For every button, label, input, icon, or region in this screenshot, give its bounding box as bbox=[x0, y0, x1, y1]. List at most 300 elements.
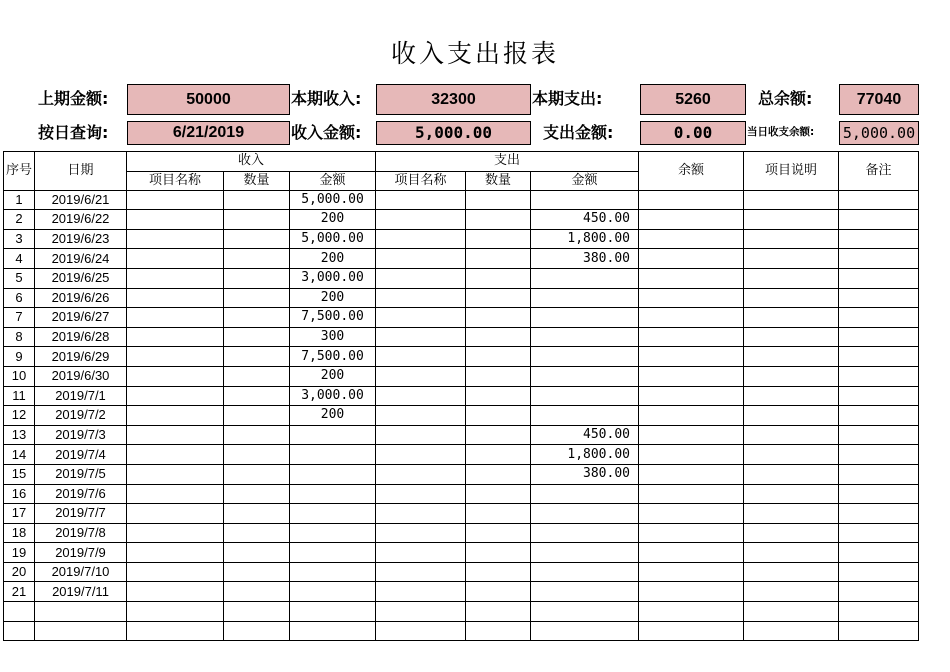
table-row bbox=[4, 484, 919, 504]
cell-expense-quantity[interactable] bbox=[466, 582, 531, 602]
cell-expense-amount[interactable] bbox=[531, 543, 639, 563]
cell-expense-quantity[interactable] bbox=[466, 308, 531, 328]
header-income-amount: 金额 bbox=[290, 171, 376, 190]
cell-description[interactable] bbox=[744, 229, 839, 249]
cell-expense-quantity[interactable] bbox=[466, 386, 531, 406]
cell-seq[interactable]: 14 bbox=[4, 445, 35, 465]
cell-expense-item-name[interactable] bbox=[376, 386, 466, 406]
total-balance-label: 总余额: bbox=[758, 89, 813, 108]
cell-description[interactable] bbox=[744, 543, 839, 563]
cell-balance[interactable] bbox=[639, 308, 744, 328]
cell-income-item-name[interactable] bbox=[127, 268, 224, 288]
cell-income-amount[interactable] bbox=[290, 562, 376, 582]
cell-income-item-name[interactable] bbox=[127, 406, 224, 426]
table-row bbox=[4, 504, 919, 524]
cell-expense-item-name[interactable] bbox=[376, 327, 466, 347]
cell-description[interactable] bbox=[744, 249, 839, 269]
cell-expense-amount[interactable] bbox=[531, 504, 639, 524]
cell-description[interactable] bbox=[744, 366, 839, 386]
cell-date[interactable]: 2019/6/25 bbox=[35, 268, 127, 288]
header-remarks: 备注 bbox=[839, 152, 919, 191]
cell-expense-amount[interactable] bbox=[531, 602, 639, 622]
cell-income-amount[interactable]: 3,000.00 bbox=[290, 386, 376, 406]
table-row bbox=[4, 425, 919, 445]
cell-expense-quantity[interactable] bbox=[466, 268, 531, 288]
cell-income-item-name[interactable] bbox=[127, 327, 224, 347]
cell-remarks[interactable] bbox=[839, 406, 919, 426]
cell-income-item-name[interactable] bbox=[127, 523, 224, 543]
cell-balance[interactable] bbox=[639, 327, 744, 347]
cell-seq[interactable] bbox=[4, 621, 35, 641]
cell-income-amount[interactable]: 7,500.00 bbox=[290, 308, 376, 328]
cell-income-item-name[interactable] bbox=[127, 445, 224, 465]
cell-date[interactable] bbox=[35, 621, 127, 641]
cell-income-amount[interactable] bbox=[290, 621, 376, 641]
expense-amount-value[interactable]: 0.00 bbox=[640, 121, 746, 145]
cell-balance[interactable] bbox=[639, 210, 744, 230]
cell-date[interactable]: 2019/7/10 bbox=[35, 562, 127, 582]
cell-expense-amount[interactable]: 380.00 bbox=[531, 464, 639, 484]
cell-income-quantity[interactable] bbox=[224, 347, 290, 367]
cell-expense-quantity[interactable] bbox=[466, 621, 531, 641]
cell-income-item-name[interactable] bbox=[127, 484, 224, 504]
income-amount-label: 收入金额: bbox=[291, 123, 362, 142]
cell-income-amount[interactable]: 5,000.00 bbox=[290, 229, 376, 249]
table-row bbox=[4, 582, 919, 602]
cell-balance[interactable] bbox=[639, 366, 744, 386]
cell-balance[interactable] bbox=[639, 229, 744, 249]
cell-balance[interactable] bbox=[639, 425, 744, 445]
cell-expense-amount[interactable]: 380.00 bbox=[531, 249, 639, 269]
cell-income-amount[interactable] bbox=[290, 504, 376, 524]
table-row bbox=[4, 445, 919, 465]
cell-date[interactable]: 2019/7/4 bbox=[35, 445, 127, 465]
cell-seq[interactable]: 18 bbox=[4, 523, 35, 543]
cell-expense-quantity[interactable] bbox=[466, 327, 531, 347]
cell-balance[interactable] bbox=[639, 484, 744, 504]
cell-description[interactable] bbox=[744, 190, 839, 210]
cell-income-quantity[interactable] bbox=[224, 308, 290, 328]
cell-income-quantity[interactable] bbox=[224, 582, 290, 602]
cell-remarks[interactable] bbox=[839, 602, 919, 622]
cell-expense-item-name[interactable] bbox=[376, 268, 466, 288]
cell-remarks[interactable] bbox=[839, 347, 919, 367]
header-expense-amount: 金额 bbox=[531, 171, 639, 190]
cell-income-item-name[interactable] bbox=[127, 347, 224, 367]
cell-seq[interactable] bbox=[4, 602, 35, 622]
cell-remarks[interactable] bbox=[839, 464, 919, 484]
cell-expense-item-name[interactable] bbox=[376, 562, 466, 582]
cell-income-item-name[interactable] bbox=[127, 308, 224, 328]
cell-income-amount[interactable] bbox=[290, 523, 376, 543]
cell-expense-item-name[interactable] bbox=[376, 190, 466, 210]
period-expense-value[interactable]: 5260 bbox=[640, 84, 746, 115]
cell-seq[interactable]: 4 bbox=[4, 249, 35, 269]
cell-expense-amount[interactable] bbox=[531, 327, 639, 347]
cell-date[interactable]: 2019/6/21 bbox=[35, 190, 127, 210]
cell-expense-quantity[interactable] bbox=[466, 347, 531, 367]
cell-balance[interactable] bbox=[639, 621, 744, 641]
cell-description[interactable] bbox=[744, 308, 839, 328]
cell-income-item-name[interactable] bbox=[127, 582, 224, 602]
cell-expense-amount[interactable] bbox=[531, 484, 639, 504]
cell-income-amount[interactable]: 200 bbox=[290, 210, 376, 230]
cell-income-amount[interactable]: 300 bbox=[290, 327, 376, 347]
cell-expense-quantity[interactable] bbox=[466, 229, 531, 249]
cell-expense-item-name[interactable] bbox=[376, 504, 466, 524]
cell-description[interactable] bbox=[744, 268, 839, 288]
cell-seq[interactable]: 15 bbox=[4, 464, 35, 484]
cell-income-quantity[interactable] bbox=[224, 190, 290, 210]
cell-expense-item-name[interactable] bbox=[376, 602, 466, 622]
cell-description[interactable] bbox=[744, 504, 839, 524]
cell-income-item-name[interactable] bbox=[127, 210, 224, 230]
cell-expense-item-name[interactable] bbox=[376, 621, 466, 641]
cell-balance[interactable] bbox=[639, 347, 744, 367]
cell-remarks[interactable] bbox=[839, 543, 919, 563]
cell-remarks[interactable] bbox=[839, 386, 919, 406]
cell-income-quantity[interactable] bbox=[224, 288, 290, 308]
table-row bbox=[4, 523, 919, 543]
cell-date[interactable]: 2019/7/5 bbox=[35, 464, 127, 484]
cell-income-amount[interactable]: 3,000.00 bbox=[290, 268, 376, 288]
cell-remarks[interactable] bbox=[839, 562, 919, 582]
cell-description[interactable] bbox=[744, 327, 839, 347]
cell-income-item-name[interactable] bbox=[127, 562, 224, 582]
cell-income-item-name[interactable] bbox=[127, 425, 224, 445]
cell-income-amount[interactable] bbox=[290, 602, 376, 622]
cell-balance[interactable] bbox=[639, 543, 744, 563]
cell-date[interactable]: 2019/6/30 bbox=[35, 366, 127, 386]
cell-seq[interactable]: 7 bbox=[4, 308, 35, 328]
period-income-label: 本期收入: bbox=[291, 89, 362, 108]
cell-income-item-name[interactable] bbox=[127, 543, 224, 563]
cell-expense-amount[interactable]: 450.00 bbox=[531, 210, 639, 230]
cell-date[interactable]: 2019/7/8 bbox=[35, 523, 127, 543]
ledger-table bbox=[3, 151, 919, 641]
cell-expense-item-name[interactable] bbox=[376, 347, 466, 367]
cell-income-item-name[interactable] bbox=[127, 386, 224, 406]
table-row bbox=[4, 210, 919, 230]
header-seq: 序号 bbox=[4, 152, 35, 191]
cell-balance[interactable] bbox=[639, 190, 744, 210]
cell-income-amount[interactable]: 7,500.00 bbox=[290, 347, 376, 367]
cell-balance[interactable] bbox=[639, 504, 744, 524]
cell-date[interactable]: 2019/6/29 bbox=[35, 347, 127, 367]
cell-income-quantity[interactable] bbox=[224, 406, 290, 426]
table-row bbox=[4, 386, 919, 406]
table-row bbox=[4, 366, 919, 386]
cell-expense-item-name[interactable] bbox=[376, 366, 466, 386]
cell-date[interactable]: 2019/6/24 bbox=[35, 249, 127, 269]
cell-expense-item-name[interactable] bbox=[376, 308, 466, 328]
day-balance-label: 当日收支余额: bbox=[747, 126, 815, 138]
cell-income-amount[interactable] bbox=[290, 543, 376, 563]
cell-income-quantity[interactable] bbox=[224, 504, 290, 524]
cell-expense-amount[interactable] bbox=[531, 523, 639, 543]
cell-expense-item-name[interactable] bbox=[376, 210, 466, 230]
cell-expense-amount[interactable] bbox=[531, 621, 639, 641]
cell-income-quantity[interactable] bbox=[224, 268, 290, 288]
cell-date[interactable]: 2019/6/28 bbox=[35, 327, 127, 347]
cell-seq[interactable]: 16 bbox=[4, 484, 35, 504]
cell-expense-item-name[interactable] bbox=[376, 523, 466, 543]
cell-seq[interactable]: 9 bbox=[4, 347, 35, 367]
cell-expense-amount[interactable] bbox=[531, 190, 639, 210]
cell-income-item-name[interactable] bbox=[127, 288, 224, 308]
cell-expense-amount[interactable]: 1,800.00 bbox=[531, 229, 639, 249]
table-row bbox=[4, 190, 919, 210]
cell-balance[interactable] bbox=[639, 288, 744, 308]
cell-seq[interactable]: 6 bbox=[4, 288, 35, 308]
cell-expense-item-name[interactable] bbox=[376, 406, 466, 426]
cell-income-amount[interactable]: 200 bbox=[290, 249, 376, 269]
header-expense-quantity: 数量 bbox=[466, 171, 531, 190]
cell-description[interactable] bbox=[744, 288, 839, 308]
cell-income-item-name[interactable] bbox=[127, 249, 224, 269]
summary-panel bbox=[0, 0, 950, 150]
cell-income-quantity[interactable] bbox=[224, 327, 290, 347]
cell-description[interactable] bbox=[744, 523, 839, 543]
cell-seq[interactable]: 19 bbox=[4, 543, 35, 563]
cell-seq[interactable]: 17 bbox=[4, 504, 35, 524]
cell-expense-item-name[interactable] bbox=[376, 582, 466, 602]
cell-expense-amount[interactable]: 1,800.00 bbox=[531, 445, 639, 465]
cell-remarks[interactable] bbox=[839, 484, 919, 504]
cell-income-quantity[interactable] bbox=[224, 249, 290, 269]
cell-expense-amount[interactable] bbox=[531, 562, 639, 582]
total-balance-value[interactable]: 77040 bbox=[839, 84, 919, 115]
cell-remarks[interactable] bbox=[839, 268, 919, 288]
cell-expense-quantity[interactable] bbox=[466, 249, 531, 269]
cell-income-amount[interactable] bbox=[290, 582, 376, 602]
cell-description[interactable] bbox=[744, 582, 839, 602]
cell-income-item-name[interactable] bbox=[127, 504, 224, 524]
cell-expense-item-name[interactable] bbox=[376, 445, 466, 465]
cell-remarks[interactable] bbox=[839, 621, 919, 641]
cell-balance[interactable] bbox=[639, 406, 744, 426]
cell-expense-amount[interactable] bbox=[531, 582, 639, 602]
cell-remarks[interactable] bbox=[839, 229, 919, 249]
cell-expense-item-name[interactable] bbox=[376, 464, 466, 484]
cell-income-item-name[interactable] bbox=[127, 190, 224, 210]
cell-remarks[interactable] bbox=[839, 190, 919, 210]
cell-expense-quantity[interactable] bbox=[466, 464, 531, 484]
cell-expense-quantity[interactable] bbox=[466, 366, 531, 386]
cell-description[interactable] bbox=[744, 406, 839, 426]
prev-balance-label: 上期金额: bbox=[38, 89, 109, 108]
cell-seq[interactable]: 20 bbox=[4, 562, 35, 582]
cell-income-item-name[interactable] bbox=[127, 229, 224, 249]
cell-expense-amount[interactable] bbox=[531, 366, 639, 386]
cell-description[interactable] bbox=[744, 562, 839, 582]
cell-date[interactable]: 2019/6/27 bbox=[35, 308, 127, 328]
cell-expense-amount[interactable] bbox=[531, 288, 639, 308]
cell-expense-quantity[interactable] bbox=[466, 523, 531, 543]
cell-income-quantity[interactable] bbox=[224, 425, 290, 445]
table-row bbox=[4, 621, 919, 641]
cell-expense-item-name[interactable] bbox=[376, 288, 466, 308]
cell-expense-amount[interactable] bbox=[531, 308, 639, 328]
cell-income-quantity[interactable] bbox=[224, 562, 290, 582]
cell-expense-amount[interactable] bbox=[531, 268, 639, 288]
day-balance-value[interactable]: 5,000.00 bbox=[839, 121, 919, 145]
cell-balance[interactable] bbox=[639, 562, 744, 582]
cell-remarks[interactable] bbox=[839, 249, 919, 269]
cell-income-quantity[interactable] bbox=[224, 229, 290, 249]
cell-expense-quantity[interactable] bbox=[466, 543, 531, 563]
cell-expense-quantity[interactable] bbox=[466, 504, 531, 524]
cell-seq[interactable]: 10 bbox=[4, 366, 35, 386]
cell-balance[interactable] bbox=[639, 249, 744, 269]
cell-description[interactable] bbox=[744, 621, 839, 641]
table-row bbox=[4, 268, 919, 288]
cell-description[interactable] bbox=[744, 464, 839, 484]
cell-income-item-name[interactable] bbox=[127, 621, 224, 641]
cell-income-quantity[interactable] bbox=[224, 464, 290, 484]
table-row bbox=[4, 229, 919, 249]
cell-seq[interactable]: 2 bbox=[4, 210, 35, 230]
cell-expense-item-name[interactable] bbox=[376, 543, 466, 563]
cell-remarks[interactable] bbox=[839, 366, 919, 386]
cell-balance[interactable] bbox=[639, 386, 744, 406]
expense-amount-label: 支出金额: bbox=[543, 123, 614, 142]
cell-expense-quantity[interactable] bbox=[466, 602, 531, 622]
cell-balance[interactable] bbox=[639, 268, 744, 288]
cell-income-amount[interactable]: 5,000.00 bbox=[290, 190, 376, 210]
cell-income-quantity[interactable] bbox=[224, 210, 290, 230]
cell-remarks[interactable] bbox=[839, 445, 919, 465]
cell-income-item-name[interactable] bbox=[127, 366, 224, 386]
cell-seq[interactable]: 3 bbox=[4, 229, 35, 249]
cell-expense-quantity[interactable] bbox=[466, 484, 531, 504]
cell-balance[interactable] bbox=[639, 582, 744, 602]
cell-expense-amount[interactable] bbox=[531, 347, 639, 367]
header-income-quantity: 数量 bbox=[224, 171, 290, 190]
income-amount-value[interactable]: 5,000.00 bbox=[376, 121, 531, 145]
cell-seq[interactable]: 5 bbox=[4, 268, 35, 288]
cell-expense-quantity[interactable] bbox=[466, 445, 531, 465]
cell-expense-amount[interactable] bbox=[531, 406, 639, 426]
cell-balance[interactable] bbox=[639, 602, 744, 622]
cell-income-quantity[interactable] bbox=[224, 621, 290, 641]
cell-expense-item-name[interactable] bbox=[376, 249, 466, 269]
cell-date[interactable]: 2019/6/22 bbox=[35, 210, 127, 230]
cell-expense-quantity[interactable] bbox=[466, 288, 531, 308]
cell-seq[interactable]: 11 bbox=[4, 386, 35, 406]
cell-description[interactable] bbox=[744, 484, 839, 504]
cell-date[interactable]: 2019/6/23 bbox=[35, 229, 127, 249]
header-expense: 支出 bbox=[376, 152, 639, 172]
table-row bbox=[4, 288, 919, 308]
cell-expense-amount[interactable] bbox=[531, 386, 639, 406]
cell-seq[interactable]: 21 bbox=[4, 582, 35, 602]
cell-remarks[interactable] bbox=[839, 308, 919, 328]
cell-income-amount[interactable] bbox=[290, 464, 376, 484]
cell-expense-quantity[interactable] bbox=[466, 562, 531, 582]
cell-income-amount[interactable]: 200 bbox=[290, 366, 376, 386]
cell-income-quantity[interactable] bbox=[224, 543, 290, 563]
cell-date[interactable]: 2019/7/7 bbox=[35, 504, 127, 524]
cell-expense-quantity[interactable] bbox=[466, 406, 531, 426]
cell-description[interactable] bbox=[744, 445, 839, 465]
cell-expense-item-name[interactable] bbox=[376, 425, 466, 445]
cell-balance[interactable] bbox=[639, 464, 744, 484]
cell-remarks[interactable] bbox=[839, 288, 919, 308]
cell-description[interactable] bbox=[744, 210, 839, 230]
cell-date[interactable]: 2019/7/3 bbox=[35, 425, 127, 445]
report-title: 收入支出报表 bbox=[390, 39, 559, 68]
cell-expense-item-name[interactable] bbox=[376, 229, 466, 249]
cell-remarks[interactable] bbox=[839, 210, 919, 230]
prev-balance-value[interactable]: 50000 bbox=[127, 84, 290, 115]
cell-date[interactable]: 2019/7/6 bbox=[35, 484, 127, 504]
table-row bbox=[4, 562, 919, 582]
cell-income-quantity[interactable] bbox=[224, 386, 290, 406]
cell-income-quantity[interactable] bbox=[224, 366, 290, 386]
header-date: 日期 bbox=[35, 152, 127, 191]
table-row bbox=[4, 406, 919, 426]
cell-income-amount[interactable]: 200 bbox=[290, 288, 376, 308]
cell-expense-quantity[interactable] bbox=[466, 425, 531, 445]
cell-remarks[interactable] bbox=[839, 504, 919, 524]
cell-income-amount[interactable] bbox=[290, 484, 376, 504]
cell-expense-quantity[interactable] bbox=[466, 190, 531, 210]
header-income-item-name: 项目名称 bbox=[127, 171, 224, 190]
header-income: 收入 bbox=[127, 152, 376, 172]
cell-expense-amount[interactable]: 450.00 bbox=[531, 425, 639, 445]
cell-date[interactable]: 2019/6/26 bbox=[35, 288, 127, 308]
cell-seq[interactable]: 1 bbox=[4, 190, 35, 210]
cell-remarks[interactable] bbox=[839, 327, 919, 347]
cell-income-amount[interactable] bbox=[290, 425, 376, 445]
cell-expense-item-name[interactable] bbox=[376, 484, 466, 504]
cell-seq[interactable]: 8 bbox=[4, 327, 35, 347]
table-row bbox=[4, 308, 919, 328]
cell-date[interactable]: 2019/7/2 bbox=[35, 406, 127, 426]
cell-remarks[interactable] bbox=[839, 425, 919, 445]
cell-date[interactable] bbox=[35, 602, 127, 622]
table-row bbox=[4, 249, 919, 269]
cell-description[interactable] bbox=[744, 347, 839, 367]
cell-remarks[interactable] bbox=[839, 582, 919, 602]
ledger-body bbox=[4, 190, 919, 641]
date-query-input[interactable]: 6/21/2019 bbox=[127, 121, 290, 145]
period-income-value[interactable]: 32300 bbox=[376, 84, 531, 115]
cell-income-amount[interactable]: 200 bbox=[290, 406, 376, 426]
cell-description[interactable] bbox=[744, 425, 839, 445]
table-row bbox=[4, 464, 919, 484]
cell-date[interactable]: 2019/7/9 bbox=[35, 543, 127, 563]
cell-date[interactable]: 2019/7/11 bbox=[35, 582, 127, 602]
cell-expense-quantity[interactable] bbox=[466, 210, 531, 230]
cell-description[interactable] bbox=[744, 602, 839, 622]
cell-income-quantity[interactable] bbox=[224, 484, 290, 504]
cell-seq[interactable]: 12 bbox=[4, 406, 35, 426]
cell-income-quantity[interactable] bbox=[224, 602, 290, 622]
cell-income-amount[interactable] bbox=[290, 445, 376, 465]
cell-income-quantity[interactable] bbox=[224, 523, 290, 543]
cell-description[interactable] bbox=[744, 386, 839, 406]
cell-seq[interactable]: 13 bbox=[4, 425, 35, 445]
cell-income-item-name[interactable] bbox=[127, 464, 224, 484]
cell-income-quantity[interactable] bbox=[224, 445, 290, 465]
cell-balance[interactable] bbox=[639, 523, 744, 543]
cell-income-item-name[interactable] bbox=[127, 602, 224, 622]
cell-date[interactable]: 2019/7/1 bbox=[35, 386, 127, 406]
cell-balance[interactable] bbox=[639, 445, 744, 465]
cell-remarks[interactable] bbox=[839, 523, 919, 543]
